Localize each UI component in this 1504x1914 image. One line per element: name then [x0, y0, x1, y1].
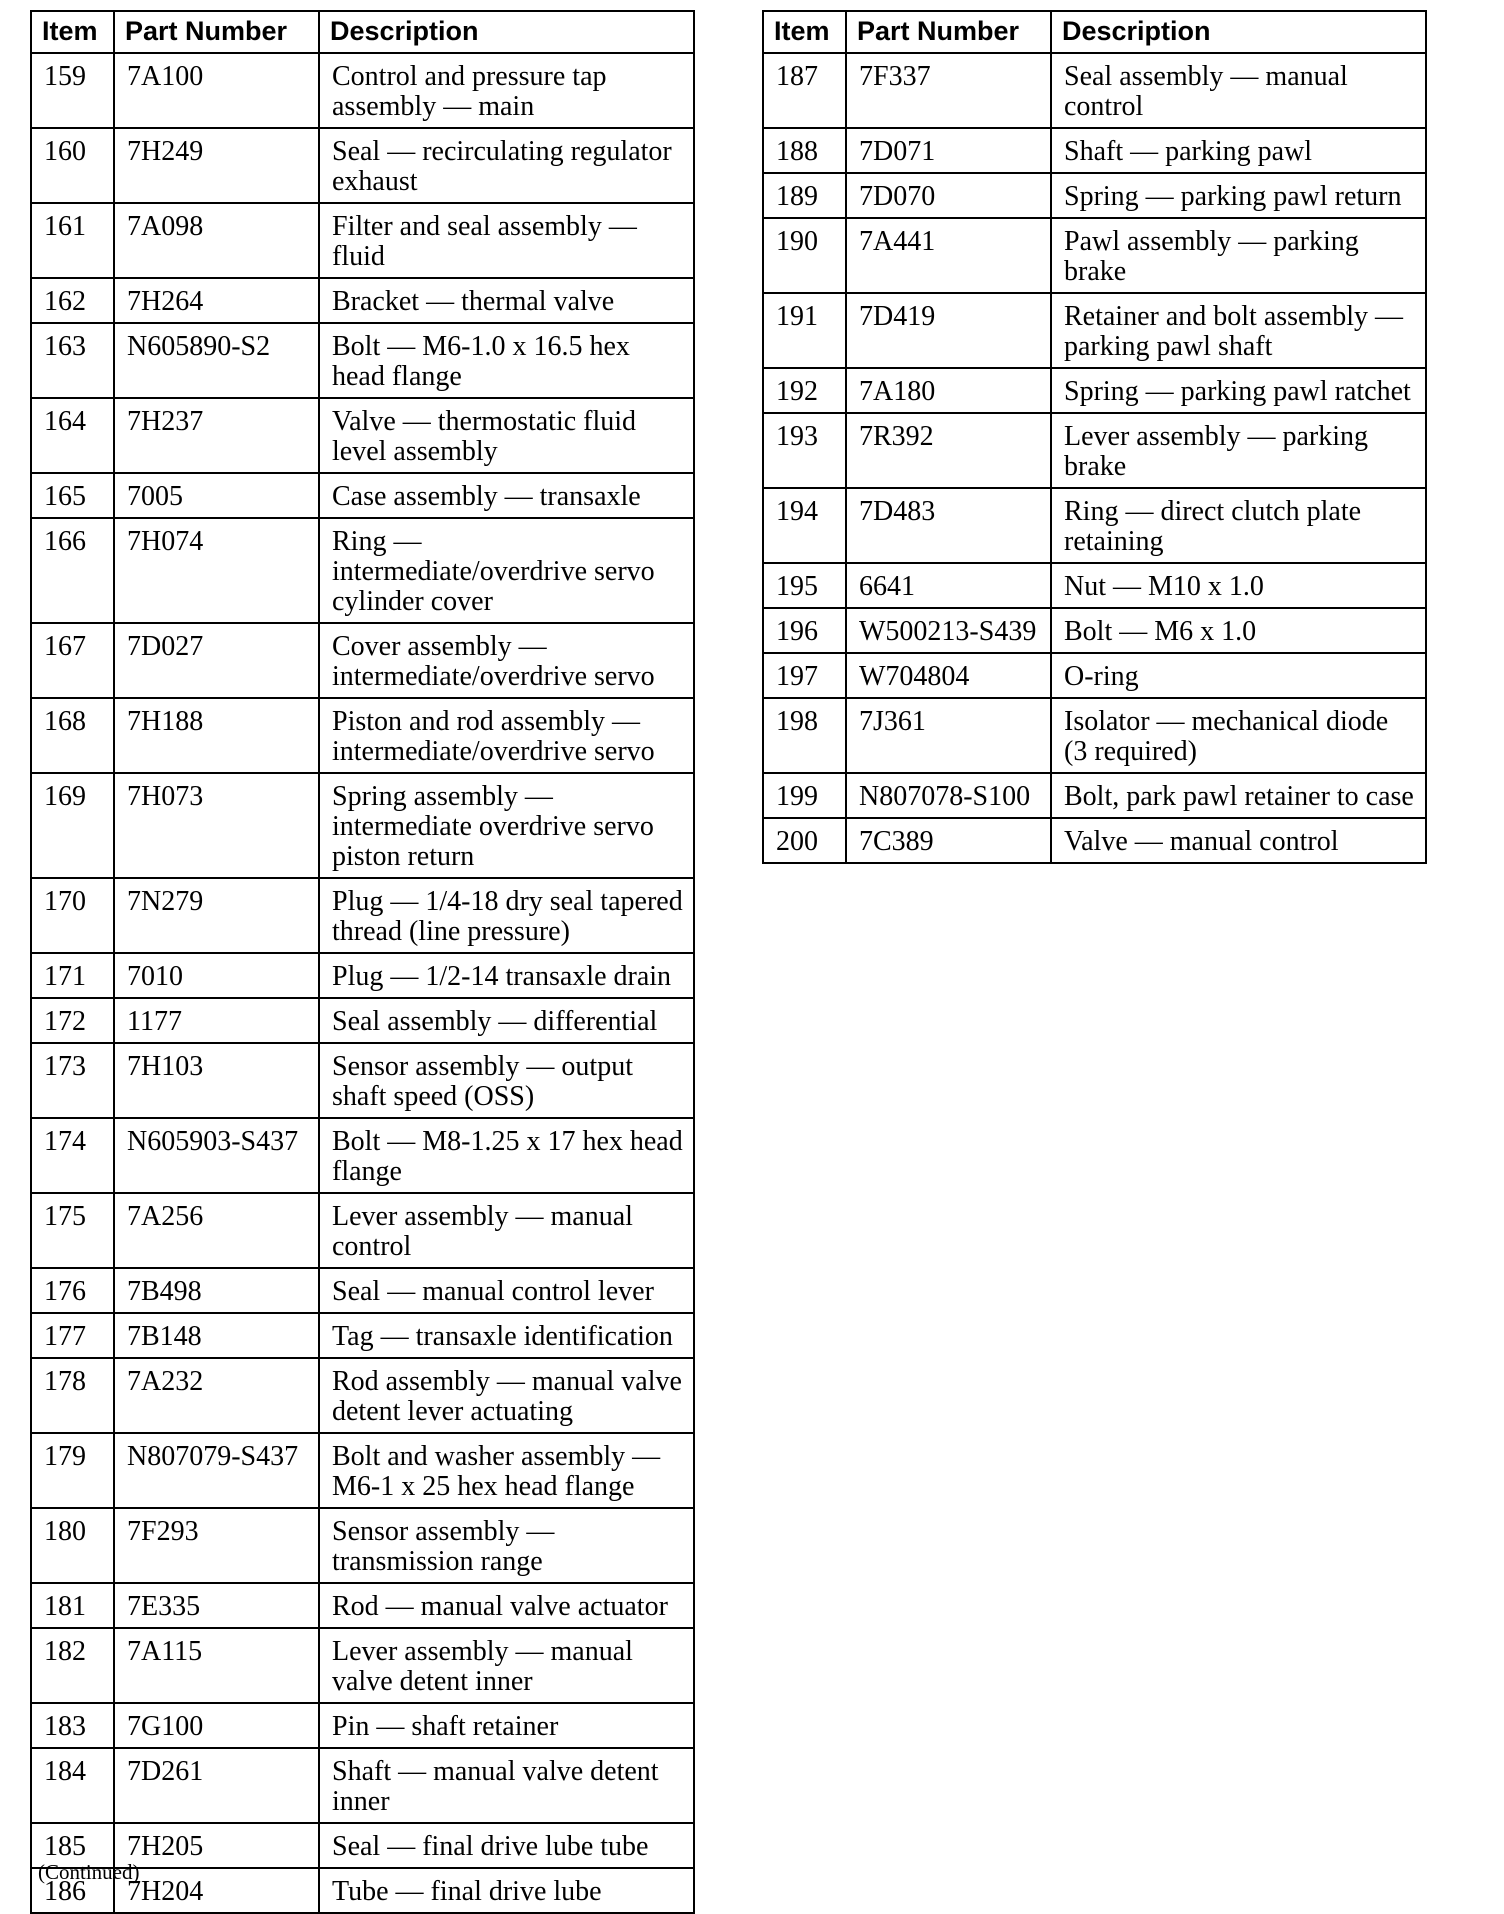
description-cell: Control and pressure tap assembly — main [319, 53, 694, 128]
table-header-row [763, 11, 1426, 53]
description-cell: Valve — thermostatic fluid level assembly [319, 398, 694, 473]
part-number-cell: 1177 [114, 998, 319, 1043]
item-number-cell: 191 [763, 293, 846, 368]
column-header-item: Item [763, 11, 846, 53]
table-row [763, 698, 1426, 773]
table-row [31, 1313, 694, 1358]
item-number-cell: 174 [31, 1118, 114, 1193]
part-number-cell: N807079-S437 [114, 1433, 319, 1508]
description-cell: Sensor assembly — transmission range [319, 1508, 694, 1583]
item-number-cell: 168 [31, 698, 114, 773]
table-row [31, 998, 694, 1043]
description-cell: Bolt, park pawl retainer to case [1051, 773, 1426, 818]
part-number-cell: 7H073 [114, 773, 319, 878]
item-number-cell: 180 [31, 1508, 114, 1583]
part-number-cell: 6641 [846, 563, 1051, 608]
description-cell: Bolt and washer assembly — M6-1 x 25 hex head flange [319, 1433, 694, 1508]
table-row [31, 518, 694, 623]
table-row [763, 488, 1426, 563]
table-row [31, 278, 694, 323]
part-number-cell: W704804 [846, 653, 1051, 698]
description-cell: Filter and seal assembly — fluid [319, 203, 694, 278]
item-number-cell: 198 [763, 698, 846, 773]
table-row [763, 53, 1426, 128]
table-row [763, 563, 1426, 608]
item-number-cell: 188 [763, 128, 846, 173]
description-cell: O-ring [1051, 653, 1426, 698]
description-cell: Seal — manual control lever [319, 1268, 694, 1313]
item-number-cell: 192 [763, 368, 846, 413]
item-number-cell: 189 [763, 173, 846, 218]
description-cell: Tag — transaxle identification [319, 1313, 694, 1358]
column-header-item: Item [31, 11, 114, 53]
description-cell: Ring — direct clutch plate retaining [1051, 488, 1426, 563]
part-number-cell: 7D071 [846, 128, 1051, 173]
description-cell: Bolt — M8-1.25 x 17 hex head flange [319, 1118, 694, 1193]
description-cell: Shaft — parking pawl [1051, 128, 1426, 173]
description-cell: Valve — manual control [1051, 818, 1426, 863]
description-cell: Rod assembly — manual valve detent lever actuating [319, 1358, 694, 1433]
part-number-cell: N605903-S437 [114, 1118, 319, 1193]
part-number-cell: 7D027 [114, 623, 319, 698]
part-number-cell: 7H237 [114, 398, 319, 473]
description-cell: Nut — M10 x 1.0 [1051, 563, 1426, 608]
item-number-cell: 197 [763, 653, 846, 698]
part-number-cell: 7H264 [114, 278, 319, 323]
table-row [31, 698, 694, 773]
table-row [31, 1433, 694, 1508]
description-cell: Rod — manual valve actuator [319, 1583, 694, 1628]
item-number-cell: 179 [31, 1433, 114, 1508]
part-number-cell: 7F293 [114, 1508, 319, 1583]
part-number-cell: 7G100 [114, 1703, 319, 1748]
table-row [31, 1193, 694, 1268]
part-number-cell: 7H074 [114, 518, 319, 623]
table-row [763, 608, 1426, 653]
part-number-cell: 7H204 [114, 1868, 319, 1913]
table-row [763, 413, 1426, 488]
item-number-cell: 193 [763, 413, 846, 488]
table-row [31, 203, 694, 278]
description-cell: Seal — final drive lube tube [319, 1823, 694, 1868]
item-number-cell: 190 [763, 218, 846, 293]
item-number-cell: 165 [31, 473, 114, 518]
part-number-cell: 7D483 [846, 488, 1051, 563]
description-cell: Plug — 1/2-14 transaxle drain [319, 953, 694, 998]
part-number-cell: 7N279 [114, 878, 319, 953]
part-number-cell: 7D070 [846, 173, 1051, 218]
table-row [31, 1628, 694, 1703]
item-number-cell: 199 [763, 773, 846, 818]
table-row [31, 53, 694, 128]
item-number-cell: 194 [763, 488, 846, 563]
part-number-cell: 7010 [114, 953, 319, 998]
table-row [31, 773, 694, 878]
description-cell: Spring — parking pawl return [1051, 173, 1426, 218]
table-row [31, 1358, 694, 1433]
description-cell: Lever assembly — manual control [319, 1193, 694, 1268]
parts-table-right [762, 10, 1427, 864]
part-number-cell: 7A115 [114, 1628, 319, 1703]
part-number-cell: 7D261 [114, 1748, 319, 1823]
item-number-cell: 167 [31, 623, 114, 698]
part-number-cell: 7F337 [846, 53, 1051, 128]
continued-note: (Continued) [38, 1860, 140, 1884]
table-row [31, 623, 694, 698]
item-number-cell: 161 [31, 203, 114, 278]
parts-table-right-body [763, 53, 1426, 863]
item-number-cell: 159 [31, 53, 114, 128]
part-number-cell: 7A100 [114, 53, 319, 128]
description-cell: Cover assembly — intermediate/overdrive servo [319, 623, 694, 698]
table-row [31, 1043, 694, 1118]
item-number-cell: 163 [31, 323, 114, 398]
description-cell: Seal assembly — differential [319, 998, 694, 1043]
table-row [31, 953, 694, 998]
description-cell: Seal assembly — manual control [1051, 53, 1426, 128]
table-row [31, 1748, 694, 1823]
description-cell: Isolator — mechanical diode (3 required) [1051, 698, 1426, 773]
item-number-cell: 176 [31, 1268, 114, 1313]
part-number-cell: 7A232 [114, 1358, 319, 1433]
part-number-cell: 7D419 [846, 293, 1051, 368]
part-number-cell: 7005 [114, 473, 319, 518]
part-number-cell: 7R392 [846, 413, 1051, 488]
table-row [31, 128, 694, 203]
item-number-cell: 196 [763, 608, 846, 653]
description-cell: Pin — shaft retainer [319, 1703, 694, 1748]
description-cell: Lever assembly — manual valve detent inner [319, 1628, 694, 1703]
parts-table-left-body [31, 53, 694, 1913]
table-row [763, 293, 1426, 368]
description-cell: Ring — intermediate/overdrive servo cylinder cover [319, 518, 694, 623]
part-number-cell: 7A256 [114, 1193, 319, 1268]
table-row [763, 773, 1426, 818]
description-cell: Sensor assembly — output shaft speed (OSS) [319, 1043, 694, 1118]
column-header-part-number: Part Number [114, 11, 319, 53]
description-cell: Spring — parking pawl ratchet [1051, 368, 1426, 413]
part-number-cell: N807078-S100 [846, 773, 1051, 818]
table-row [31, 1508, 694, 1583]
table-row [31, 473, 694, 518]
description-cell: Seal — recirculating regulator exhaust [319, 128, 694, 203]
column-header-description: Description [319, 11, 694, 53]
item-number-cell: 200 [763, 818, 846, 863]
item-number-cell: 186 [31, 1868, 114, 1913]
table-row [31, 1118, 694, 1193]
item-number-cell: 160 [31, 128, 114, 203]
item-number-cell: 178 [31, 1358, 114, 1433]
description-cell: Pawl assembly — parking brake [1051, 218, 1426, 293]
item-number-cell: 162 [31, 278, 114, 323]
part-number-cell: 7H188 [114, 698, 319, 773]
item-number-cell: 170 [31, 878, 114, 953]
item-number-cell: 169 [31, 773, 114, 878]
item-number-cell: 166 [31, 518, 114, 623]
description-cell: Tube — final drive lube [319, 1868, 694, 1913]
part-number-cell: 7E335 [114, 1583, 319, 1628]
item-number-cell: 171 [31, 953, 114, 998]
description-cell: Plug — 1/4-18 dry seal tapered thread (line pressure) [319, 878, 694, 953]
item-number-cell: 164 [31, 398, 114, 473]
part-number-cell: 7H249 [114, 128, 319, 203]
part-number-cell: 7B148 [114, 1313, 319, 1358]
description-cell: Bracket — thermal valve [319, 278, 694, 323]
description-cell: Retainer and bolt assembly — parking pawl shaft [1051, 293, 1426, 368]
description-cell: Spring assembly — intermediate overdrive servo piston return [319, 773, 694, 878]
table-row [763, 653, 1426, 698]
item-number-cell: 184 [31, 1748, 114, 1823]
part-number-cell: 7A441 [846, 218, 1051, 293]
parts-table-left [30, 10, 695, 1914]
part-number-cell: N605890-S2 [114, 323, 319, 398]
item-number-cell: 187 [763, 53, 846, 128]
table-row [763, 128, 1426, 173]
description-cell: Piston and rod assembly — intermediate/overdrive servo [319, 698, 694, 773]
table-row [31, 878, 694, 953]
description-cell: Shaft — manual valve detent inner [319, 1748, 694, 1823]
column-header-description: Description [1051, 11, 1426, 53]
item-number-cell: 173 [31, 1043, 114, 1118]
table-header-row [31, 11, 694, 53]
table-row [31, 323, 694, 398]
item-number-cell: 183 [31, 1703, 114, 1748]
description-cell: Bolt — M6-1.0 x 16.5 hex head flange [319, 323, 694, 398]
table-row [31, 1583, 694, 1628]
part-number-cell: 7B498 [114, 1268, 319, 1313]
part-number-cell: W500213-S439 [846, 608, 1051, 653]
part-number-cell: 7H205 [114, 1823, 319, 1868]
description-cell: Bolt — M6 x 1.0 [1051, 608, 1426, 653]
table-row [763, 218, 1426, 293]
table-row [763, 173, 1426, 218]
description-cell: Lever assembly — parking brake [1051, 413, 1426, 488]
item-number-cell: 177 [31, 1313, 114, 1358]
part-number-cell: 7A098 [114, 203, 319, 278]
item-number-cell: 175 [31, 1193, 114, 1268]
part-number-cell: 7H103 [114, 1043, 319, 1118]
table-row [31, 1268, 694, 1313]
table-row [31, 398, 694, 473]
part-number-cell: 7A180 [846, 368, 1051, 413]
table-row [763, 368, 1426, 413]
item-number-cell: 181 [31, 1583, 114, 1628]
item-number-cell: 172 [31, 998, 114, 1043]
item-number-cell: 185 [31, 1823, 114, 1868]
part-number-cell: 7J361 [846, 698, 1051, 773]
item-number-cell: 195 [763, 563, 846, 608]
table-row [763, 818, 1426, 863]
part-number-cell: 7C389 [846, 818, 1051, 863]
item-number-cell: 182 [31, 1628, 114, 1703]
table-row [31, 1703, 694, 1748]
description-cell: Case assembly — transaxle [319, 473, 694, 518]
column-header-part-number: Part Number [846, 11, 1051, 53]
